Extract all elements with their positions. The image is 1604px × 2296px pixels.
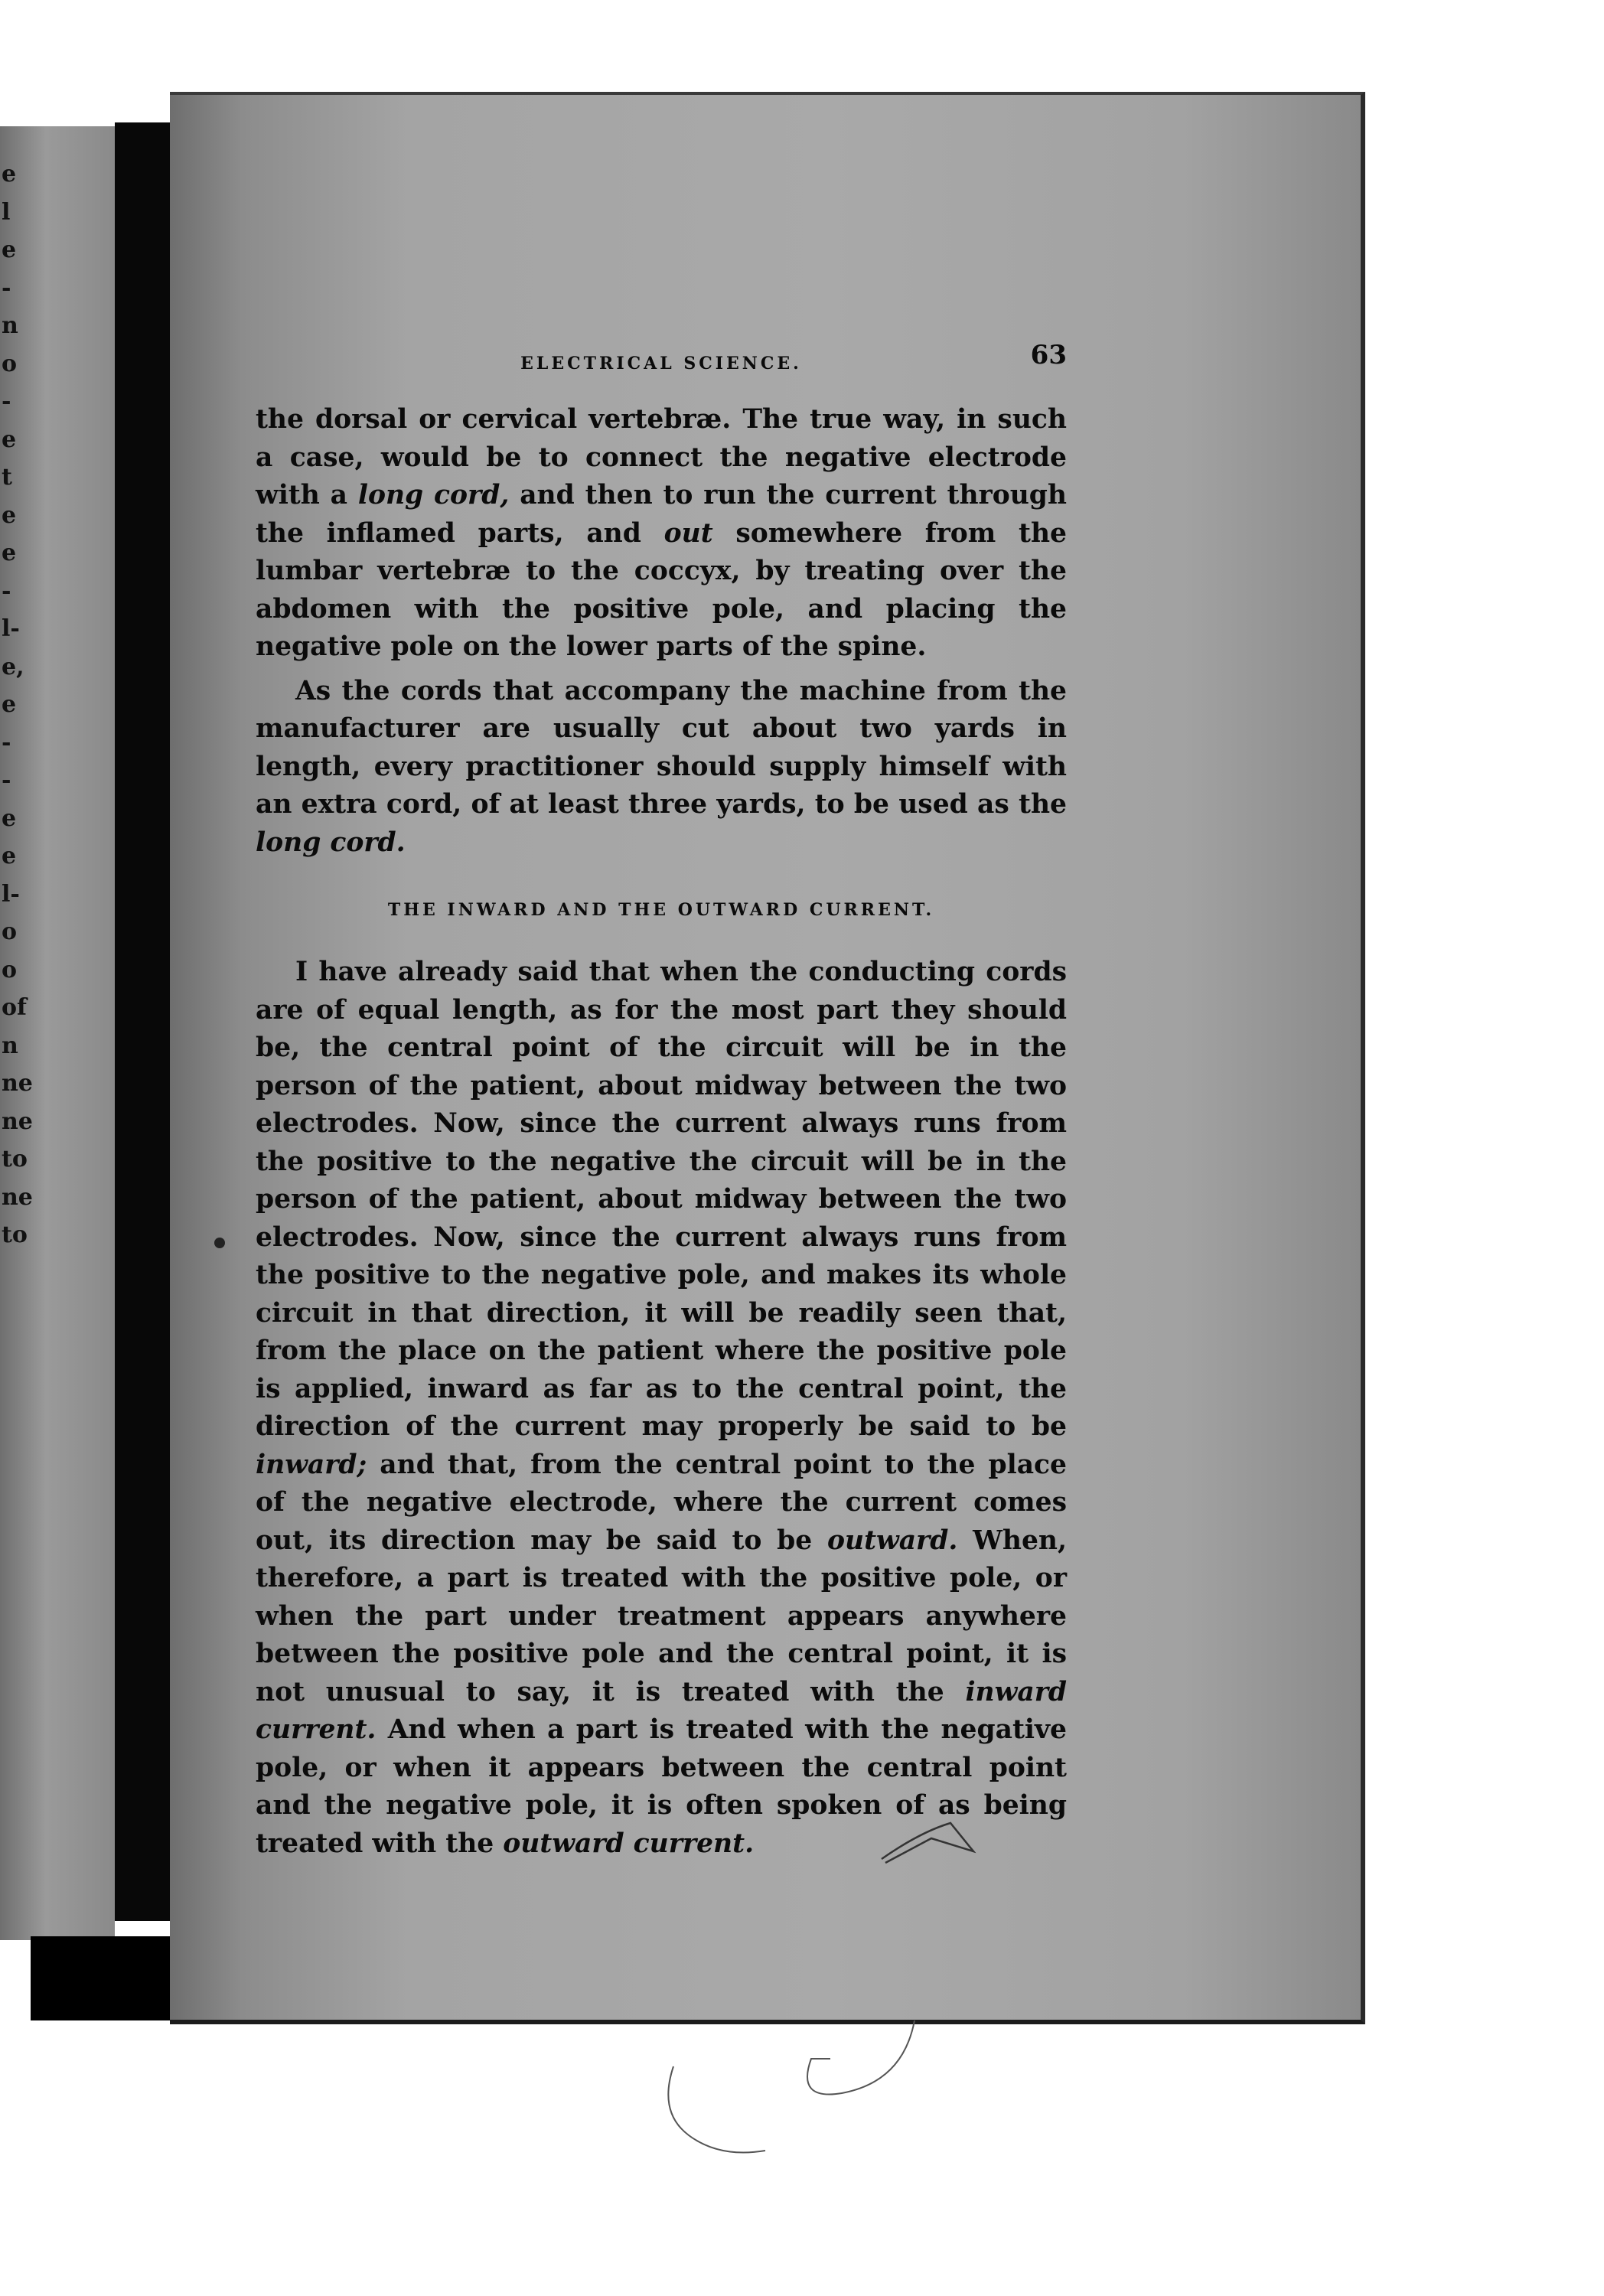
section-heading: THE INWARD AND THE OUTWARD CURRENT. bbox=[387, 900, 935, 920]
facing-page-fragment: - bbox=[2, 274, 11, 302]
paragraph-3-italic: inward; bbox=[256, 1449, 367, 1480]
paragraph-1-italic: long cord, bbox=[357, 480, 510, 510]
facing-page-fragment: e bbox=[2, 843, 17, 869]
paragraph-3-text: I have already said that when the conducting cords are of equal length, as for the most part they should be, the central point of the circuit will be in the person of the patient, about midway between the two electrodes. Now, since the current always runs from the positive to the negative the circuit will be in the person of the patient, about midway between the two electrodes. Now, since the current always runs from the positive to the negative pole, and makes its whole circuit in that direction, it will be readily seen that, from the place on the patient where the positive pole is applied, inward as far as to the central point, the direction of the current may properly be said to be bbox=[256, 957, 1067, 1442]
running-head-title: ELECTRICAL SCIENCE. bbox=[520, 354, 802, 373]
facing-page-fragment: - bbox=[2, 729, 11, 756]
facing-page-fragment: e, bbox=[2, 653, 24, 680]
paragraph-1-italic: out bbox=[663, 517, 713, 549]
page-number: 63 bbox=[1030, 340, 1067, 370]
paragraph-1-text: somewhere from the lumbar vertebræ to the coccyx, by treating over the abdomen with the positive pole, and placing the negative pole on the lower parts of the spine. bbox=[256, 517, 1067, 662]
facing-page-fragment: e bbox=[2, 501, 17, 529]
facing-page-fragment: n bbox=[2, 1032, 18, 1059]
facing-page-fragment: - bbox=[2, 388, 11, 415]
facing-page-fragment: ne bbox=[2, 1107, 33, 1135]
facing-page-fragment: l- bbox=[2, 615, 20, 642]
facing-page-fragment: l- bbox=[2, 880, 20, 908]
facing-page-fragment: ne bbox=[2, 1183, 33, 1211]
facing-page-fragment: e bbox=[2, 161, 17, 188]
facing-page-fragment: e bbox=[2, 804, 17, 832]
facing-page-fragment: to bbox=[2, 1221, 28, 1248]
paragraph-2-italic: long cord. bbox=[256, 827, 406, 858]
facing-page-fragment: of bbox=[2, 994, 27, 1021]
paragraph-3-text: and that, from the central point to the place of the negative electrode, where the current comes out, its direction may be said to be bbox=[256, 1449, 1067, 1556]
facing-page-fragment: e bbox=[2, 236, 17, 263]
facing-page-fragment: to bbox=[2, 1146, 28, 1172]
facing-page-fragment: e bbox=[2, 691, 17, 718]
facing-page-fragment: t bbox=[2, 464, 12, 491]
facing-page-fragment: ne bbox=[2, 1070, 33, 1097]
facing-page-fragment: - bbox=[2, 767, 11, 794]
paragraph-3-italic: outward. bbox=[826, 1525, 958, 1556]
paragraph-3-italic: outward current. bbox=[503, 1828, 755, 1859]
facing-page-fragment: n bbox=[2, 312, 18, 339]
paragraph-3-italic: inward current. bbox=[256, 1676, 1067, 1745]
facing-page-fragment: o bbox=[2, 918, 18, 945]
facing-page-fragment: e bbox=[2, 426, 17, 453]
facing-page-fragment: e bbox=[2, 540, 17, 566]
paragraph-1-text: and then to run the current through the inflamed parts, and bbox=[256, 480, 1068, 549]
paragraph-1-text: the dorsal or cervical vertebræ. The true way, in such a case, would be to connect the negative electrode with a bbox=[256, 404, 1067, 510]
facing-page-fragment: o bbox=[2, 350, 18, 377]
facing-page-fragment: - bbox=[2, 577, 11, 605]
facing-page-fragment: l bbox=[2, 198, 11, 226]
paragraph-3-text: And when a part is treated with the negative pole, or when it appears between the central point and the negative pole, it is often spoken of as being treated with the bbox=[256, 1714, 1067, 1859]
paragraph-2-text: As the cords that accompany the machine from the manufacturer are usually cut about two yards in length, every practitioner should supply himself with an extra cord, of at least three yards, to be used as the bbox=[256, 675, 1067, 820]
facing-page-fragment: o bbox=[2, 956, 18, 983]
paragraph-3-text: When, therefore, a part is treated with the positive pole, or when the part under treatment appears anywhere between the positive pole and the central point, it is not unusual to say, it is treated with the bbox=[256, 1525, 1067, 1707]
